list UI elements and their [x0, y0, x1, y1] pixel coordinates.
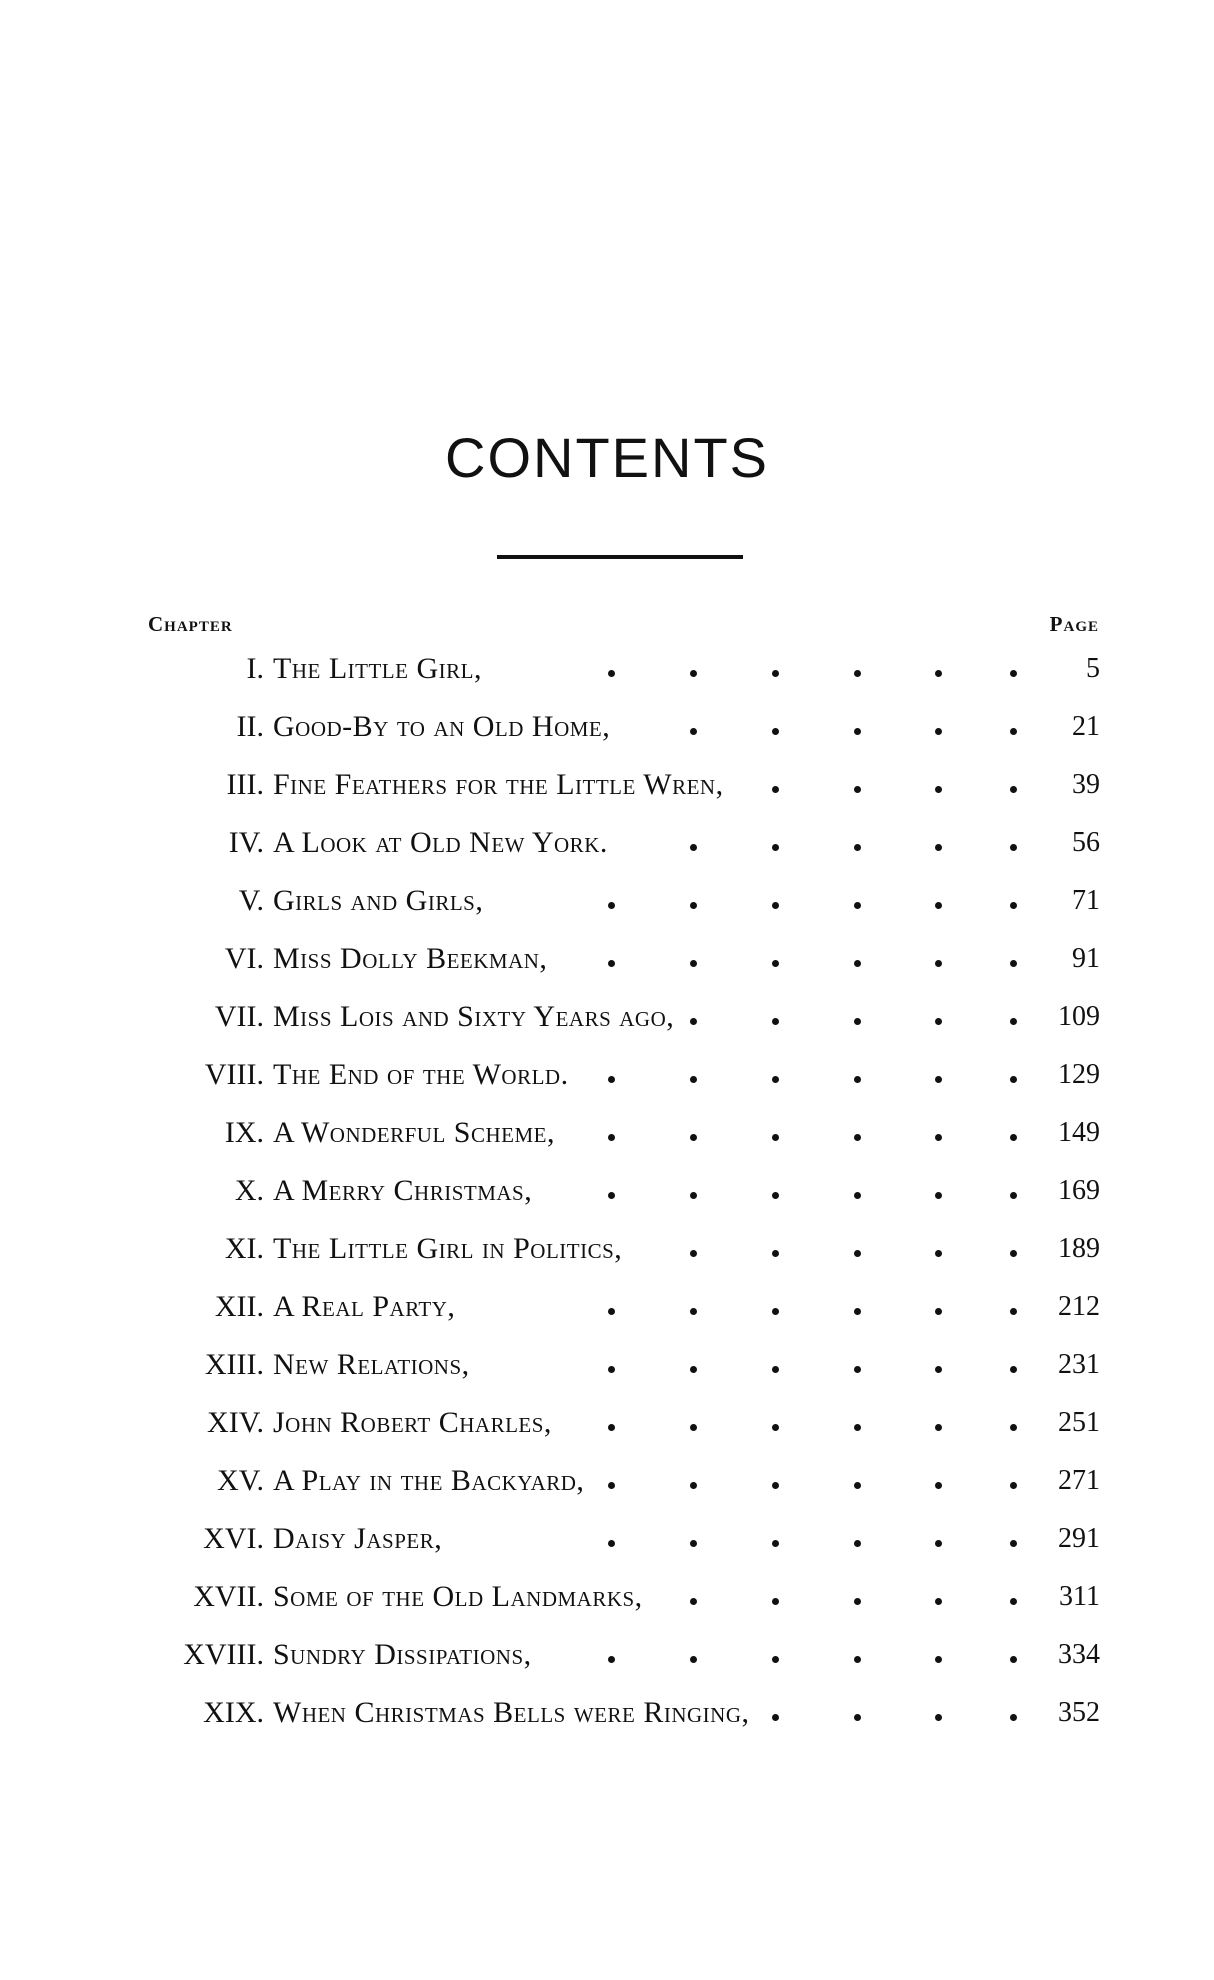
leader-dot [608, 1192, 615, 1199]
page-number: 91 [1072, 943, 1100, 974]
page-number: 291 [1058, 1523, 1100, 1554]
leader-dot [690, 844, 697, 851]
leader-dot [608, 670, 615, 677]
leader-dot [772, 728, 779, 735]
chapter-title: John Robert Charles, [273, 1406, 552, 1439]
leader-dot [690, 1250, 697, 1257]
chapter-title: Fine Feathers for the Little Wren, [273, 768, 724, 801]
leader-dot [854, 1540, 861, 1547]
leader-dot [608, 1134, 615, 1141]
chapter-title: Sundry Dissipations, [273, 1638, 532, 1671]
leader-dot [772, 1366, 779, 1373]
dot-leader [0, 814, 1214, 872]
leader-dot [935, 1076, 942, 1083]
chapter-number: XIII. [204, 1348, 264, 1381]
leader-dot [1010, 1482, 1017, 1489]
toc-entry [0, 1510, 1214, 1568]
toc-entry [0, 698, 1214, 756]
chapter-number: XVII. [193, 1580, 264, 1613]
dot-leader [0, 1220, 1214, 1278]
chapter-number: IV. [228, 826, 264, 859]
leader-dot [1010, 1018, 1017, 1025]
chapter-column-header: Chapter [148, 612, 233, 636]
leader-dot [608, 1308, 615, 1315]
leader-dot [854, 1366, 861, 1373]
leader-dot [772, 1540, 779, 1547]
leader-dot [935, 1540, 942, 1547]
leader-dot [854, 844, 861, 851]
leader-dot [854, 670, 861, 677]
dot-leader [0, 1046, 1214, 1104]
leader-dot [772, 1424, 779, 1431]
leader-dot [690, 1018, 697, 1025]
toc-entry [0, 1568, 1214, 1626]
page-number: 169 [1058, 1175, 1100, 1206]
leader-dot [935, 1250, 942, 1257]
leader-dot [1010, 1424, 1017, 1431]
leader-dot [690, 1366, 697, 1373]
leader-dot [854, 1134, 861, 1141]
chapter-number: VI. [224, 942, 264, 975]
leader-dot [1010, 1714, 1017, 1721]
leader-dot [1010, 1076, 1017, 1083]
leader-dot [690, 1540, 697, 1547]
dot-leader [0, 930, 1214, 988]
dot-leader [0, 1336, 1214, 1394]
chapter-title: A Play in the Backyard, [273, 1464, 585, 1497]
toc-entry [0, 1046, 1214, 1104]
page-number: 212 [1058, 1291, 1100, 1322]
toc-entry [0, 640, 1214, 698]
page-number: 231 [1058, 1349, 1100, 1380]
chapter-title: The End of the World. [273, 1058, 569, 1091]
chapter-number: XVIII. [183, 1638, 264, 1671]
leader-dot [1010, 844, 1017, 851]
page-number: 71 [1072, 885, 1100, 916]
leader-dot [608, 960, 615, 967]
leader-dot [608, 1482, 615, 1489]
page-number: 311 [1059, 1581, 1100, 1612]
leader-dot [772, 902, 779, 909]
leader-dot [772, 1714, 779, 1721]
dot-leader [0, 988, 1214, 1046]
chapter-number: V. [238, 884, 264, 917]
leader-dot [854, 1482, 861, 1489]
leader-dot [772, 1076, 779, 1083]
leader-dot [1010, 1134, 1017, 1141]
chapter-number: IX. [224, 1116, 264, 1149]
toc-entry [0, 988, 1214, 1046]
page-number: 189 [1058, 1233, 1100, 1264]
leader-dot [854, 1250, 861, 1257]
leader-dot [1010, 1540, 1017, 1547]
leader-dot [772, 1250, 779, 1257]
chapter-title: A Real Party, [273, 1290, 456, 1323]
leader-dot [772, 1308, 779, 1315]
chapter-title: Good-By to an Old Home, [273, 710, 611, 743]
toc-entry [0, 1104, 1214, 1162]
dot-leader [0, 1104, 1214, 1162]
page-number: 109 [1058, 1001, 1100, 1032]
leader-dot [608, 1656, 615, 1663]
leader-dot [854, 728, 861, 735]
toc-entry [0, 1162, 1214, 1220]
dot-leader [0, 1626, 1214, 1684]
chapter-number: XII. [214, 1290, 264, 1323]
leader-dot [772, 786, 779, 793]
leader-dot [1010, 670, 1017, 677]
chapter-title: New Relations, [273, 1348, 470, 1381]
leader-dot [690, 1656, 697, 1663]
leader-dot [772, 1482, 779, 1489]
leader-dot [772, 1192, 779, 1199]
dot-leader [0, 640, 1214, 698]
chapter-number: II. [236, 710, 264, 743]
leader-dot [690, 728, 697, 735]
page-number: 5 [1086, 653, 1100, 684]
leader-dot [935, 1424, 942, 1431]
page-number: 56 [1072, 827, 1100, 858]
chapter-number: VIII. [204, 1058, 264, 1091]
chapter-title: Miss Dolly Beekman, [273, 942, 548, 975]
toc-entry [0, 1626, 1214, 1684]
leader-dot [1010, 1366, 1017, 1373]
leader-dot [854, 1598, 861, 1605]
leader-dot [1010, 786, 1017, 793]
dot-leader [0, 1510, 1214, 1568]
leader-dot [772, 960, 779, 967]
chapter-title: A Look at Old New York. [273, 826, 608, 859]
leader-dot [1010, 960, 1017, 967]
chapter-title: A Merry Christmas, [273, 1174, 533, 1207]
chapter-number: I. [246, 652, 264, 685]
leader-dot [690, 1076, 697, 1083]
leader-dot [935, 1598, 942, 1605]
chapter-number: XI. [224, 1232, 264, 1265]
leader-dot [1010, 1250, 1017, 1257]
leader-dot [935, 1192, 942, 1199]
page-number: 251 [1058, 1407, 1100, 1438]
leader-dot [1010, 902, 1017, 909]
dot-leader [0, 1162, 1214, 1220]
leader-dot [935, 728, 942, 735]
leader-dot [854, 1308, 861, 1315]
dot-leader [0, 756, 1214, 814]
page-number: 39 [1072, 769, 1100, 800]
leader-dot [854, 1192, 861, 1199]
leader-dot [854, 960, 861, 967]
chapter-title: The Little Girl, [273, 652, 482, 685]
leader-dot [772, 844, 779, 851]
leader-dot [608, 902, 615, 909]
title-rule [497, 555, 743, 559]
toc-entry [0, 814, 1214, 872]
leader-dot [690, 1134, 697, 1141]
leader-dot [608, 1424, 615, 1431]
leader-dot [690, 960, 697, 967]
leader-dot [1010, 1192, 1017, 1199]
leader-dot [854, 1656, 861, 1663]
dot-leader [0, 872, 1214, 930]
leader-dot [690, 1192, 697, 1199]
leader-dot [690, 1308, 697, 1315]
chapter-title: Daisy Jasper, [273, 1522, 443, 1555]
leader-dot [935, 1366, 942, 1373]
dot-leader [0, 1394, 1214, 1452]
chapter-number: XIX. [203, 1696, 264, 1729]
leader-dot [854, 1018, 861, 1025]
leader-dot [935, 902, 942, 909]
leader-dot [935, 670, 942, 677]
chapter-number: VII. [214, 1000, 264, 1033]
chapter-number: III. [226, 768, 264, 801]
page-title: CONTENTS [445, 426, 769, 489]
leader-dot [935, 786, 942, 793]
leader-dot [935, 1018, 942, 1025]
leader-dot [935, 960, 942, 967]
leader-dot [1010, 728, 1017, 735]
chapter-number: XV. [217, 1464, 264, 1497]
leader-dot [1010, 1656, 1017, 1663]
chapter-number: XIV. [207, 1406, 264, 1439]
page-number: 21 [1072, 711, 1100, 742]
page-number: 129 [1058, 1059, 1100, 1090]
page-number: 271 [1058, 1465, 1100, 1496]
leader-dot [935, 1656, 942, 1663]
chapter-number: X. [234, 1174, 264, 1207]
leader-dot [935, 1714, 942, 1721]
chapter-title: Girls and Girls, [273, 884, 484, 917]
leader-dot [690, 1598, 697, 1605]
toc-entry [0, 1452, 1214, 1510]
toc-entry [0, 1684, 1214, 1742]
leader-dot [935, 1308, 942, 1315]
leader-dot [690, 902, 697, 909]
chapter-title: When Christmas Bells were Ringing, [273, 1696, 750, 1729]
dot-leader [0, 1452, 1214, 1510]
leader-dot [772, 1134, 779, 1141]
chapter-title: Miss Lois and Sixty Years ago, [273, 1000, 675, 1033]
leader-dot [690, 1424, 697, 1431]
leader-dot [935, 844, 942, 851]
toc-entry [0, 930, 1214, 988]
toc-entry [0, 1336, 1214, 1394]
chapter-number: XVI. [203, 1522, 264, 1555]
leader-dot [935, 1482, 942, 1489]
page-number: 334 [1058, 1639, 1100, 1670]
leader-dot [608, 1366, 615, 1373]
leader-dot [772, 1656, 779, 1663]
chapter-title: Some of the Old Landmarks, [273, 1580, 643, 1613]
leader-dot [772, 1598, 779, 1605]
leader-dot [854, 902, 861, 909]
chapter-title: A Wonderful Scheme, [273, 1116, 555, 1149]
leader-dot [935, 1134, 942, 1141]
toc-entry [0, 872, 1214, 930]
dot-leader [0, 1684, 1214, 1742]
toc-entry [0, 1220, 1214, 1278]
dot-leader [0, 1278, 1214, 1336]
dot-leader [0, 1568, 1214, 1626]
toc-entry [0, 1394, 1214, 1452]
page-number: 149 [1058, 1117, 1100, 1148]
dot-leader [0, 698, 1214, 756]
leader-dot [854, 786, 861, 793]
leader-dot [772, 1018, 779, 1025]
leader-dot [1010, 1308, 1017, 1315]
chapter-title: The Little Girl in Politics, [273, 1232, 623, 1265]
leader-dot [854, 1424, 861, 1431]
toc-entry [0, 1278, 1214, 1336]
page-column-header: Page [1049, 612, 1099, 636]
page-number: 352 [1058, 1697, 1100, 1728]
leader-dot [690, 670, 697, 677]
leader-dot [854, 1714, 861, 1721]
toc-entry [0, 756, 1214, 814]
leader-dot [772, 670, 779, 677]
leader-dot [1010, 1598, 1017, 1605]
leader-dot [608, 1076, 615, 1083]
leader-dot [690, 1482, 697, 1489]
leader-dot [854, 1076, 861, 1083]
leader-dot [608, 1540, 615, 1547]
